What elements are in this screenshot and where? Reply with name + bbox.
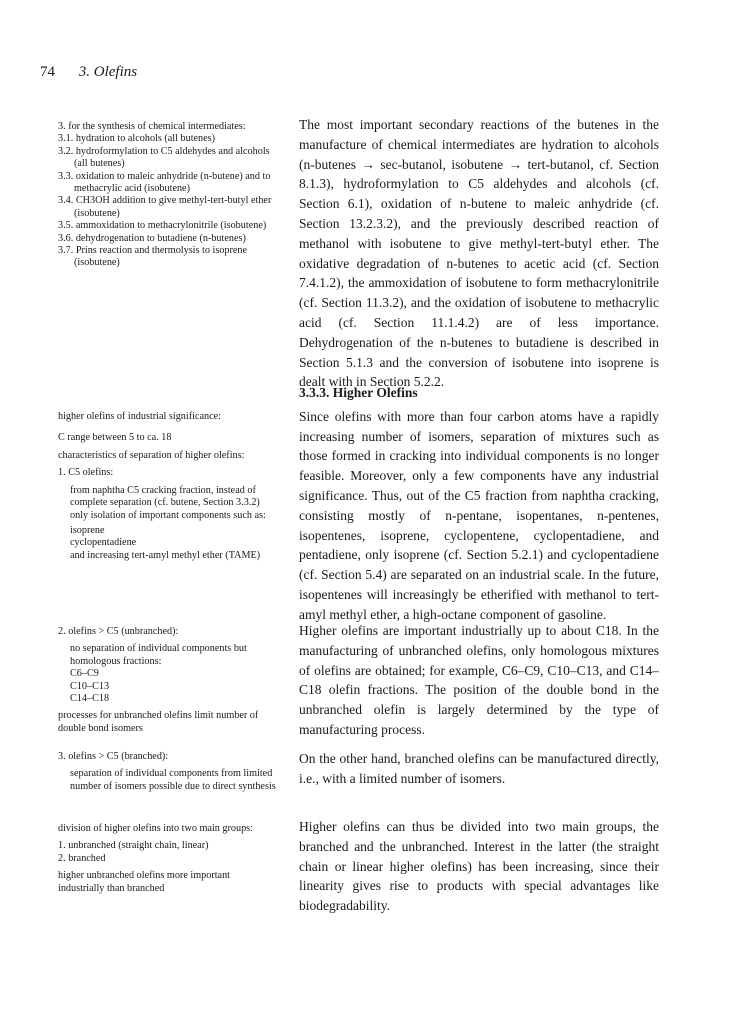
body-paragraph: Since olefins with more than four carbon atoms have a rapidly increasing number of isomers, separation of mixtures such as those formed in cracking into individual components is no longer feasible. Moreover, only a few components have any industrial significance. Thus, out of the C5 fraction from naphtha cracking, consisting mostly of n-pentane, isopentanes, n-pentenes, isopentenes, isoprene, cyclopentene, cyclopentadiene, and pentadiene, only isoprene (cf. Section 5.2.1) and cyclopentadiene (cf. Section 5.4) are separated on an industrial scale. In the future, isopentenes will increasingly be etherified with methanol to tert-amyl methyl ether, a high-octane component of gasoline. — [299, 408, 659, 622]
list-item: 3.3. oxidation to maleic anhydride (n-butene) and to methacrylic acid (isobutene) — [58, 170, 271, 195]
chapter-title: 3. Olefins — [78, 64, 138, 80]
note-c5-detail: from naphtha C5 cracking fraction, instead of complete separation (cf. butene, Section 3.3.2) only isolation of important components such as: — [70, 484, 266, 521]
body-paragraph: Higher olefins are important industrially up to about C18. In the manufacturing of unbranched olefins, only homologous mixtures of olefins are obtained; for example, C6–C9, C10–C13, and C14–C18 olefin fractions. The position of the double bond in the unbranched olefin is largely determined by the type of manufacturing process. — [299, 623, 659, 737]
paragraph-butene-reactions — [299, 115, 659, 392]
note-unbranched-limit: processes for unbranched olefins limit number of double bond isomers — [58, 710, 259, 734]
component-item: and increasing tert-amyl methyl ether (TAME) — [70, 549, 261, 561]
note-c-range: C range between 5 to ca. 18 — [58, 432, 172, 443]
body-paragraph: On the other hand, branched olefins can be manufactured directly, i.e., with a limited number of isomers. — [299, 751, 659, 786]
note-c5-head: 1. C5 olefins: — [58, 467, 114, 479]
paragraph-unbranched — [299, 621, 659, 740]
group-item: 2. branched — [58, 852, 106, 864]
note-unbranched-detail: no separation of individual components but homologous fractions: — [70, 643, 247, 667]
component-item: cyclopentadiene — [70, 537, 137, 549]
note-list-intro: 3. for the synthesis of chemical intermediates: — [58, 121, 246, 132]
paragraph-branched — [299, 749, 659, 789]
margin-note-significance — [58, 411, 276, 423]
section-heading: 3.3.3. Higher Olefins — [299, 385, 418, 400]
note-branched-head: 3. olefins > C5 (branched): — [58, 751, 169, 762]
fraction-item: C6–C9 — [70, 668, 99, 680]
list-item: 3.6. dehydrogenation to butadiene (n-butenes) — [58, 232, 246, 244]
section-higher-olefins — [299, 383, 659, 625]
note-division: division of higher olefins into two main groups: — [58, 823, 253, 834]
fraction-item: C14–C18 — [70, 693, 110, 705]
body-paragraph: The most important secondary reactions of the butenes in the manufacture of chemical intermediates are hydration to alcohols (n-butenes → sec-butanol, isobutene → tert-butanol, cf. Section 8.1.3), hydroformylation to C5 aldehydes and alcohols (cf. Section 6.1), oxidation of n-butene to maleic anhydride (cf. Section 13.2.3.2), and the previously described reaction of methanol with isobutene to give methyl-tert-butyl ether. The oxidative degradation of n-butenes to acetic acid (cf. Section 7.4.1.2), the ammoxidation of isobutene to form methacrylonitrile (cf. Section 11.3.2), and the oxidation of isobutene to methacrylic acid (cf. Section 11.1.4.2) are of less importance. Dehydrogenation of the n-butenes to butadiene is described in Section 5.1.3 and the conversion of isobutene into isoprene is dealt with in Section 5.2.2. — [299, 117, 659, 390]
margin-note-unbranched — [58, 626, 276, 735]
note-significance: higher olefins of industrial significance: — [58, 411, 221, 422]
note-branched-detail: separation of individual components from limited number of isomers possible due to direct synthesis — [70, 768, 276, 792]
margin-note-butene-uses — [58, 121, 276, 270]
fraction-item: C10–C13 — [70, 680, 110, 692]
list-item: 3.4. CH3OH addition to give methyl-tert-butyl ether (isobutene) — [58, 195, 272, 219]
margin-note-branched — [58, 751, 276, 793]
component-item: isoprene — [70, 525, 105, 537]
page-number: 74 — [40, 64, 55, 80]
list-item: 3.1. hydration to alcohols (all butenes) — [58, 133, 216, 145]
list-item: 3.7. Prins reaction and thermolysis to isoprene (isobutene) — [58, 245, 248, 269]
margin-note-division — [58, 823, 276, 895]
margin-note-c5 — [58, 450, 276, 562]
body-paragraph: Higher olefins can thus be divided into two main groups, the branched and the unbranched. Interest in the latter (the straight chain or linear higher olefins) has been increasing, since their linearity gives rise to products with special advantages like biodegradability. — [299, 819, 659, 914]
note-importance: higher unbranched olefins more important industrially than branched — [58, 870, 231, 894]
paragraph-two-groups — [299, 817, 659, 916]
group-item: 1. unbranched (straight chain, linear) — [58, 840, 209, 852]
note-unbranched-head: 2. olefins > C5 (unbranched): — [58, 626, 179, 637]
list-item: 3.5. ammoxidation to methacrylonitrile (isobutene) — [58, 220, 267, 232]
note-separation: characteristics of separation of higher olefins: — [58, 450, 245, 461]
list-item: 3.2. hydroformylation to C5 aldehydes and alcohols (all butenes) — [58, 145, 270, 170]
page-header — [40, 64, 137, 81]
margin-note-c-range — [58, 432, 276, 444]
